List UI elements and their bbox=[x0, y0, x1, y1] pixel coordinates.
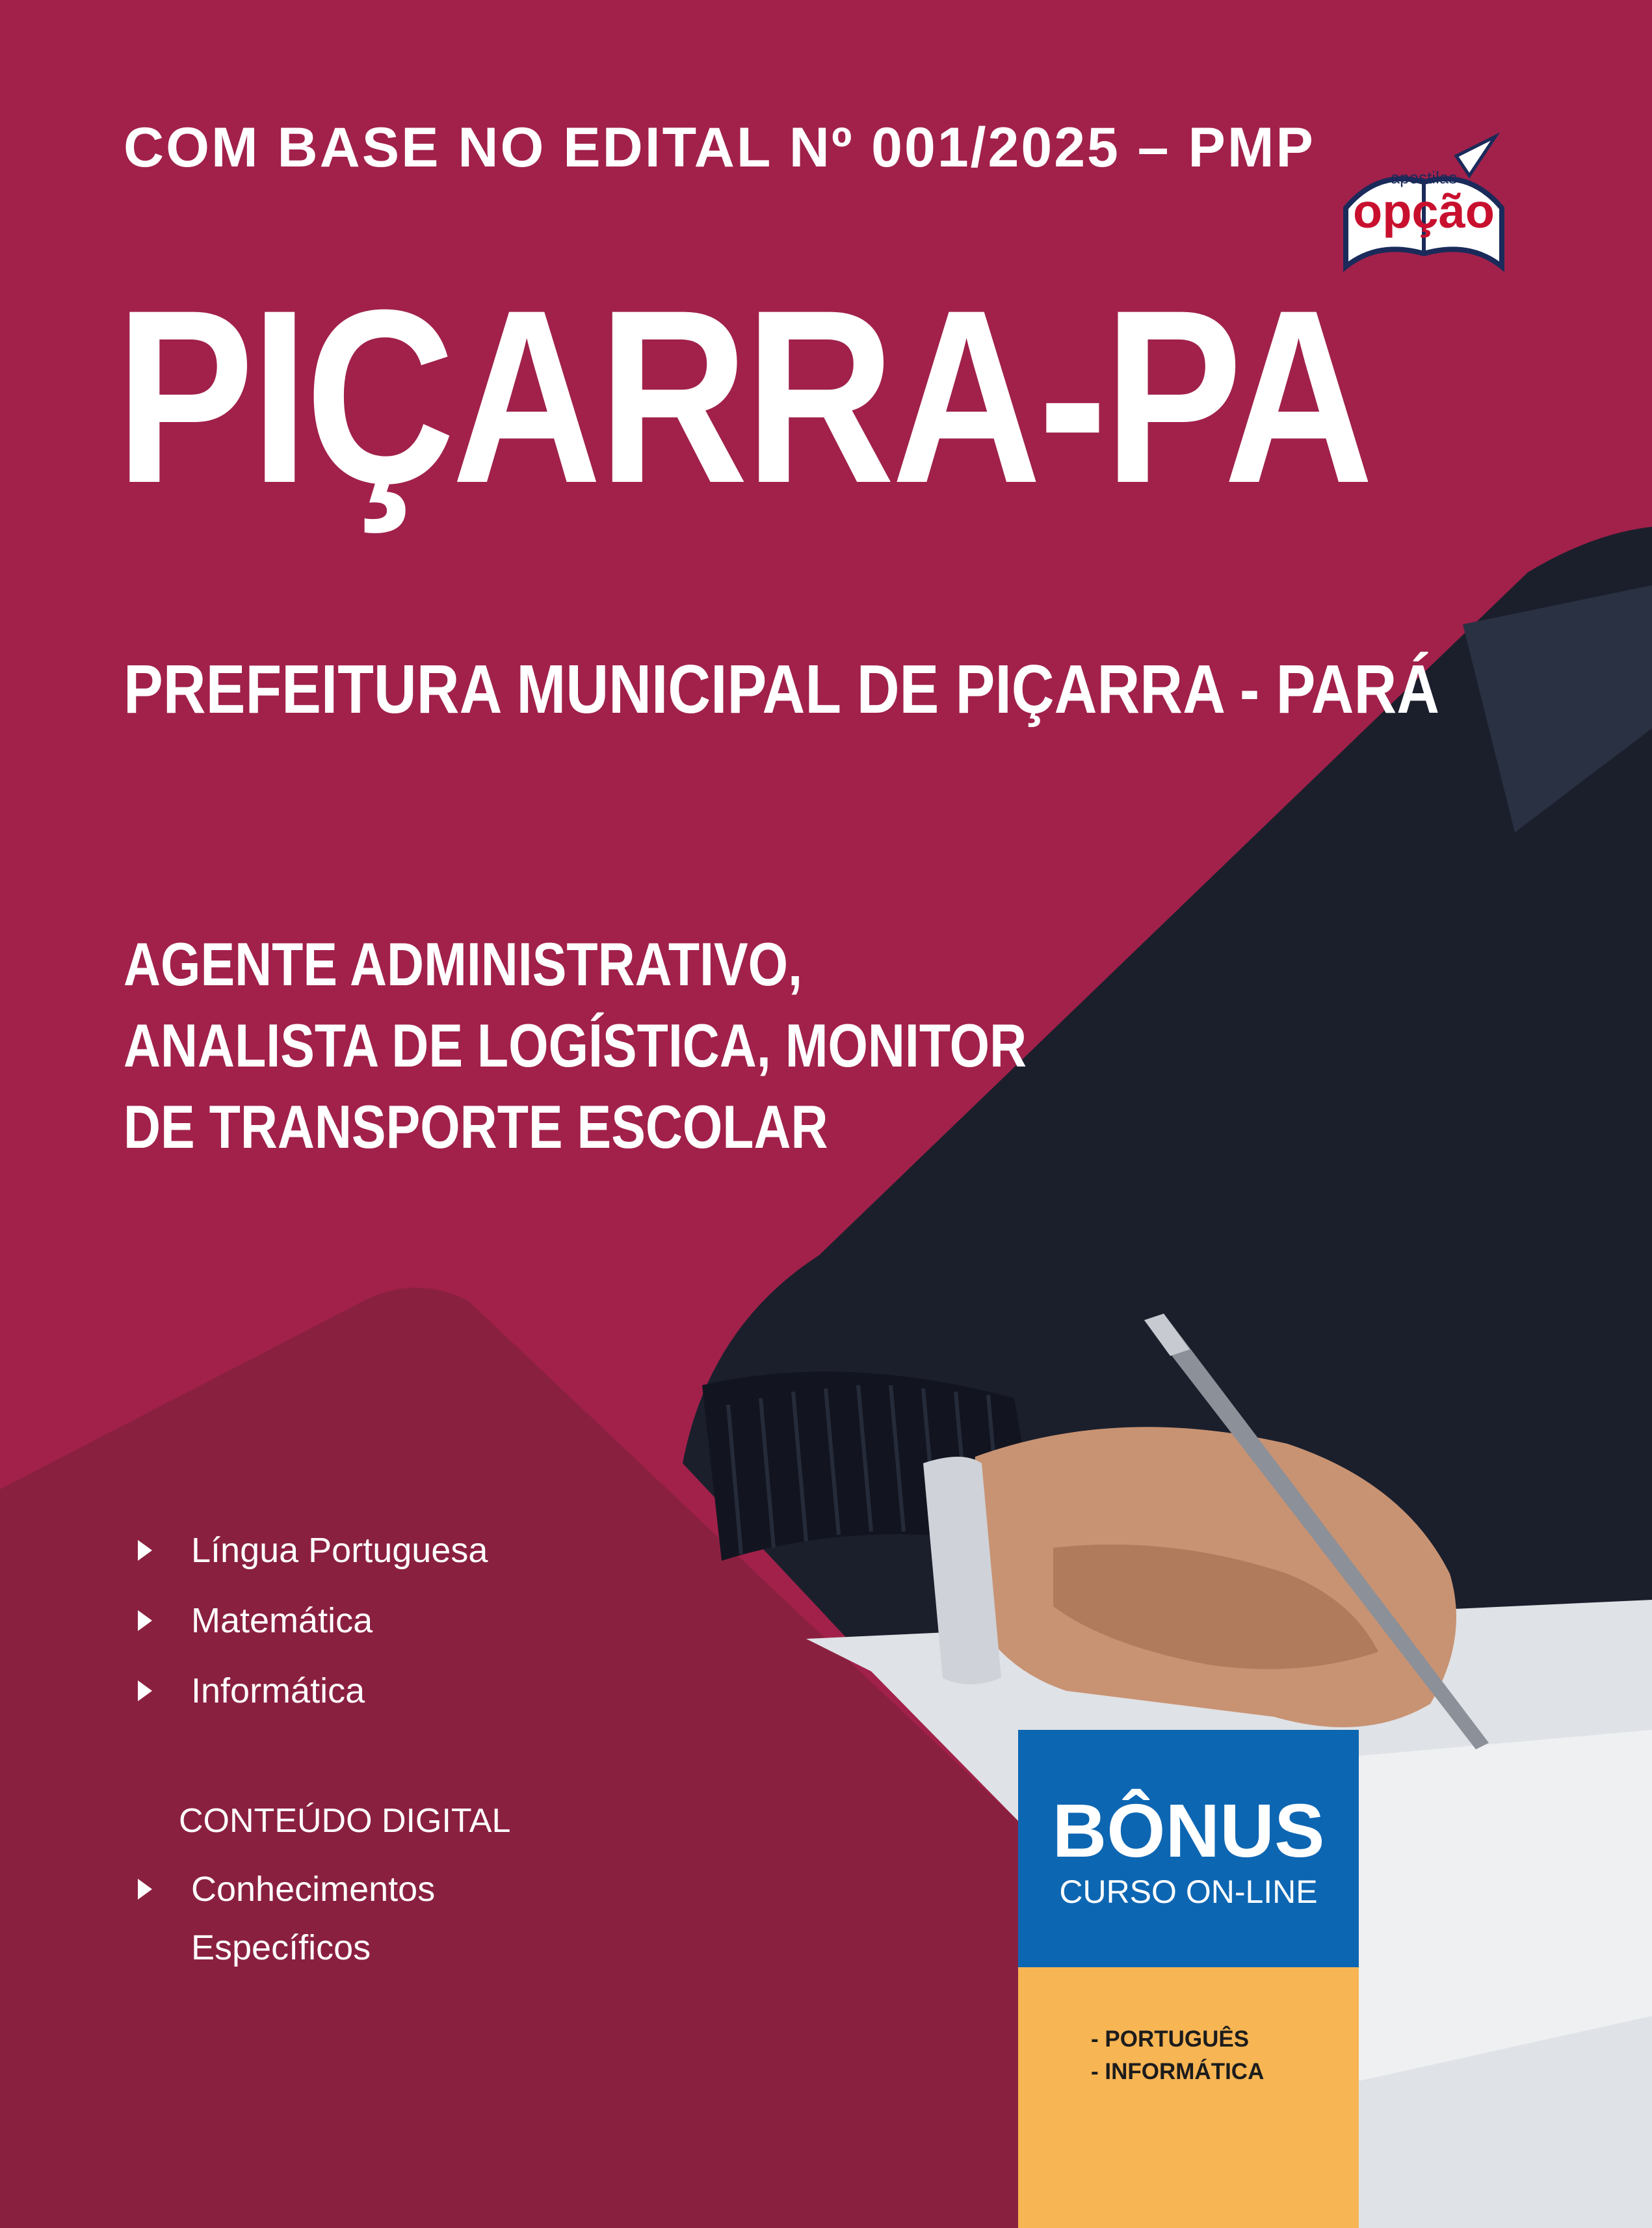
role-line: ANALISTA DE LOGÍSTICA, MONITOR bbox=[124, 1011, 1027, 1080]
cover-title: PIÇARRA-PA bbox=[116, 258, 1370, 535]
bullet-triangle-icon bbox=[138, 1680, 152, 1701]
bonus-list bbox=[1091, 2023, 1264, 2088]
open-book-icon bbox=[1326, 130, 1521, 280]
roles-list bbox=[124, 923, 1027, 1167]
subject-label: Informática bbox=[191, 1671, 365, 1710]
edital-reference: COM BASE NO EDITAL Nº 001/2025 – PMP bbox=[124, 116, 1315, 179]
bullet-triangle-icon bbox=[138, 1540, 152, 1561]
subject-item bbox=[130, 1585, 488, 1656]
bonus-item: - PORTUGUÊS bbox=[1091, 2026, 1250, 2052]
subjects-list bbox=[130, 1515, 488, 1726]
bullet-triangle-icon bbox=[138, 1610, 152, 1631]
publisher-logo bbox=[1326, 130, 1521, 280]
digital-item-line: Conhecimentos bbox=[191, 1870, 436, 1909]
subject-item bbox=[130, 1656, 488, 1726]
bonus-title: BÔNUS bbox=[1052, 1788, 1325, 1873]
bonus-subtitle: CURSO ON-LINE bbox=[1059, 1874, 1318, 1910]
subject-label: Língua Portuguesa bbox=[191, 1531, 488, 1570]
bonus-content-panel bbox=[1018, 1967, 1359, 2228]
logo-brand-text: opção bbox=[1353, 184, 1495, 238]
role-line: AGENTE ADMINISTRATIVO, bbox=[124, 930, 803, 998]
digital-item-line: Específicos bbox=[191, 1928, 371, 1967]
subject-item bbox=[130, 1515, 488, 1585]
logo-small-text: apostilas bbox=[1390, 168, 1458, 187]
bonus-badge bbox=[1018, 1730, 1359, 1967]
cover-subtitle: PREFEITURA MUNICIPAL DE PIÇARRA - PARÁ bbox=[124, 651, 1440, 728]
digital-item bbox=[130, 1860, 435, 1977]
bullet-triangle-icon bbox=[138, 1879, 152, 1900]
digital-item-label bbox=[191, 1860, 435, 1977]
digital-content-list bbox=[130, 1860, 435, 1977]
digital-content-heading: CONTEÚDO DIGITAL bbox=[179, 1802, 511, 1840]
role-line: DE TRANSPORTE ESCOLAR bbox=[124, 1093, 828, 1161]
subject-label: Matemática bbox=[191, 1601, 373, 1640]
bonus-item: - INFORMÁTICA bbox=[1091, 2059, 1265, 2084]
